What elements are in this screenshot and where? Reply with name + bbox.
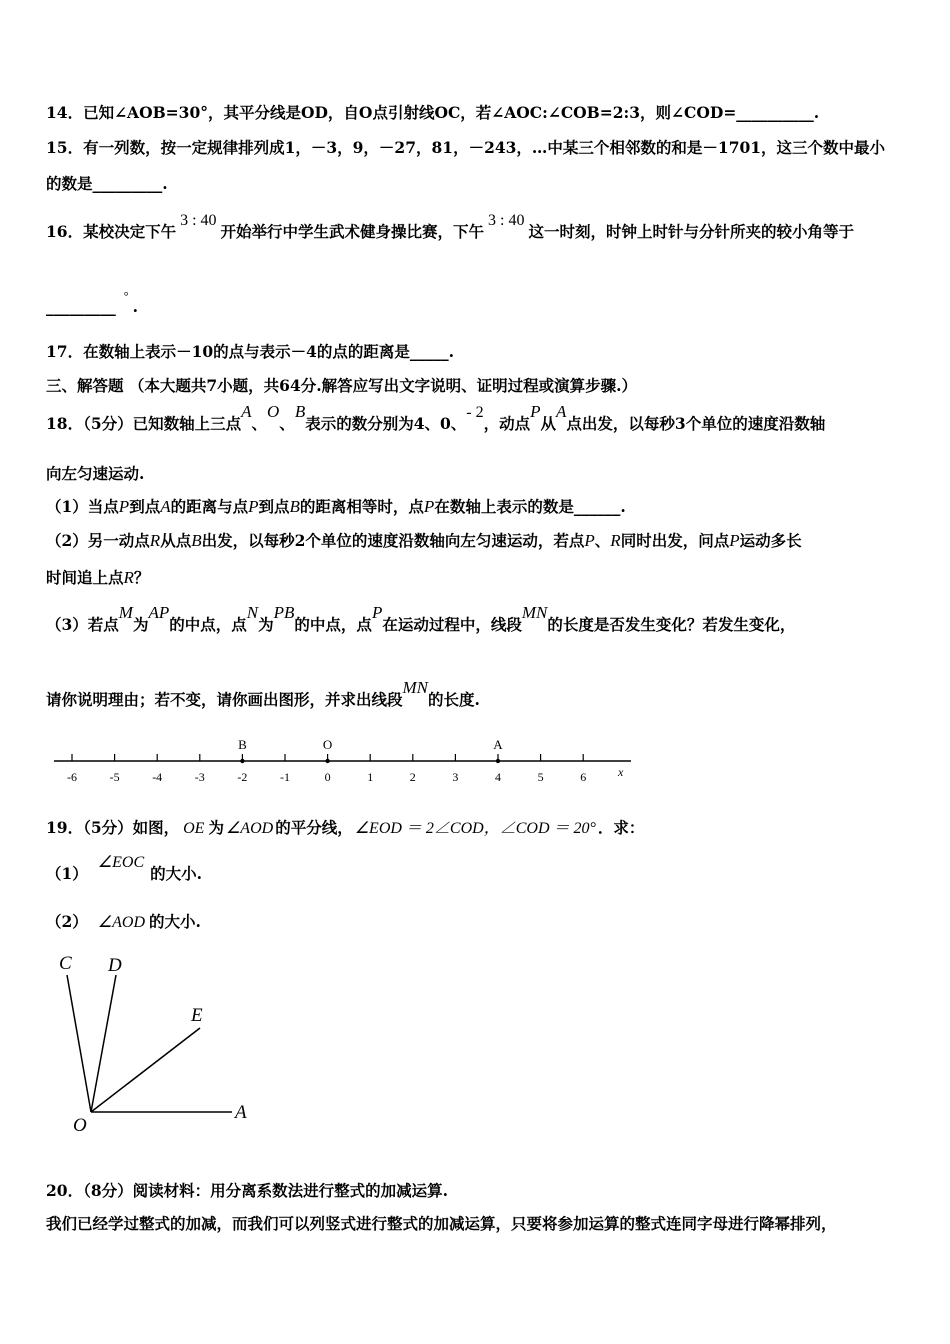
q18-s3-mn2: MN [402, 678, 429, 697]
q18-s3-d: 为 [258, 615, 274, 634]
q18-s2-b-pt: B [191, 531, 202, 550]
q16-degree: ° [123, 289, 129, 303]
number-line-tick-label: -6 [67, 770, 77, 784]
q16-line2 [46, 289, 138, 318]
number-line-tick-label: 1 [367, 770, 374, 784]
number-line-point-label-b: B [238, 737, 247, 752]
q19-a: 19．（5分）如图， [46, 818, 180, 837]
q19-b: 为 [208, 818, 224, 837]
q18-s2-p2: P [729, 531, 740, 550]
q18-s3-mn: MN [521, 603, 548, 622]
number-line-tick-label: 2 [409, 770, 416, 784]
q18-sep1: 、 [251, 414, 268, 433]
q18-sep2: 、 [279, 414, 295, 433]
number-line-point-o [325, 759, 329, 763]
q18-sub1 [46, 497, 626, 517]
number-line-tick-label: -4 [152, 770, 163, 784]
number-line-tick-label: -3 [194, 770, 205, 784]
q16-time-2: 3 : 40 [488, 212, 525, 229]
q16-part3: 这一时刻，时钟上时针与分针所夹的较小角等于 [528, 222, 855, 241]
q19-c: 的平分线， [275, 818, 353, 837]
q18-s2-c: 出发，以每秒2个单位的速度沿数轴向左匀速运动，若点 [201, 531, 585, 550]
ray-oe [91, 1028, 200, 1112]
ray-oc [67, 975, 91, 1112]
q18-s2-d: 、 [594, 531, 611, 550]
q18-neg2: - 2 [466, 404, 484, 421]
number-line-tick-label: 3 [452, 770, 459, 784]
q18-s3-g: 的长度是否发生变化？若发生变化， [547, 615, 796, 634]
q18-sub3-line2 [46, 678, 480, 710]
q18-s2-line2b: ？ [133, 568, 150, 587]
q19-sub2 [46, 912, 201, 933]
q18-s3-ap: AP [148, 603, 170, 622]
q18-s2-line2a: 时间追上点 [46, 568, 124, 587]
q19-d: ．求： [597, 818, 645, 837]
q14-line: 14．已知∠AOB=30°，其平分线是OD，自O点引射线OC，若∠AOC:∠COB=2:3，则∠COD=__________. [46, 103, 820, 122]
q19-condition: ∠EOD ＝ 2∠COD，∠COD ＝ 20° [354, 820, 596, 837]
q18-s1-b: 到点 [129, 497, 161, 516]
q18-sub2-line1 [46, 531, 802, 551]
q18-e: 点出发，以每秒3个单位的速度沿数轴 [566, 414, 826, 433]
label-d: D [108, 955, 122, 976]
q19-sub1 [46, 854, 203, 885]
q16-part1: 16．某校决定下午 [46, 222, 177, 241]
q18-s3-c: 的中点，点 [169, 615, 247, 634]
q16-time-1: 3 : 40 [180, 212, 217, 229]
q18-s2-r2: R [610, 531, 621, 550]
number-line-tick-label: 5 [537, 770, 544, 784]
number-line-axis-label: x [618, 765, 624, 779]
q17-line: 17．在数轴上表示－10的点与表示－4的点的距离是_____. [46, 342, 455, 361]
number-line-figure [46, 730, 646, 790]
q19-ang-aod: ∠AOD [225, 820, 274, 837]
q19-ang-aod2: ∠AOD [97, 914, 146, 931]
q18-s3-line2a: 请你说明理由；若不变，请你画出图形，并求出线段 [46, 690, 403, 709]
q18-d: 从 [540, 414, 557, 433]
q19-line1 [46, 818, 644, 839]
number-line-tick-label: -5 [109, 770, 120, 784]
section3-heading: 三、解答题 （本大题共7小题，共64分.解答应写出文字说明、证明过程或演算步骤.） [46, 376, 638, 395]
number-line-tick-label: -1 [280, 770, 290, 784]
number-line-point-label-a: A [493, 737, 503, 752]
q18-b: 表示的数分别为4、0、 [305, 414, 467, 433]
q18-s1-c: 的距离与点 [170, 497, 249, 516]
q18-s1-p2: P [248, 497, 259, 516]
number-line-tick-label: -2 [237, 770, 248, 784]
q18-pt-a: A [241, 402, 252, 421]
q18-s1-d: 到点 [258, 497, 290, 516]
number-line-point-label-o: O [322, 737, 333, 752]
q18-s3-a: （3）若点 [46, 615, 119, 634]
q18-s2-r3: R [123, 568, 134, 587]
q18-sub2-line2 [46, 568, 149, 588]
q19-s2a: （2） [46, 912, 88, 931]
number-line-tick-label: 0 [324, 770, 331, 784]
q18-s3-b: 为 [132, 615, 149, 634]
q18-s2-a: （2）另一动点 [46, 531, 150, 550]
q18-s2-f: 运动多长 [739, 531, 802, 550]
q18-s3-f: 在运动过程中，线段 [382, 615, 522, 634]
q20-line1: 20．（8分）阅读材料：用分离系数法进行整式的加减运算. [46, 1181, 449, 1200]
q16-end: . [132, 297, 138, 316]
q18-a: 18．（5分）已知数轴上三点 [46, 414, 242, 433]
q18-line2: 向左匀速运动. [46, 464, 145, 483]
q18-s1-a-pt: A [160, 497, 171, 516]
q19-ang-eoc: ∠EOC [97, 854, 145, 871]
q19-s1a: （1） [46, 864, 88, 883]
q18-pt-p: P [530, 402, 541, 421]
q18-sub3-line1 [46, 603, 796, 635]
number-line-tick-label: 6 [580, 770, 587, 784]
number-line-tick-label: 4 [495, 770, 501, 784]
q18-s2-p: P [584, 531, 595, 550]
q16-blank: _________ [46, 297, 116, 316]
q18-s2-r: R [149, 531, 161, 550]
q18-pt-a2: A [556, 402, 567, 421]
q18-pt-b: B [294, 402, 306, 421]
q18-c: ，动点 [483, 414, 531, 433]
q18-s1-b-pt: B [289, 497, 300, 516]
q16-part2: 开始举行中学生武术健身操比赛，下午 [220, 222, 485, 241]
label-a: A [235, 1102, 247, 1123]
q15-line1: 15．有一列数，按一定规律排列成1，－3，9，－27，81，－243，…中某三个相邻数的和是－1701，这三个数中最小 [46, 138, 886, 157]
q18-s3-e: 的中点，点 [294, 615, 372, 634]
q18-s2-e: 同时出发，问点 [620, 531, 730, 550]
q18-s1-p: P [118, 497, 130, 516]
q19-oe: OE [183, 820, 205, 837]
q19-s1b: 的大小. [150, 864, 203, 883]
q18-s1-f: 在数轴上表示的数是______. [434, 497, 626, 516]
q20-line2: 我们已经学过整式的加减，而我们可以列竖式进行整式的加减运算，只要将参加运算的整式连同字母进行降幂排列， [46, 1214, 837, 1233]
q18-s3-n: N [246, 603, 259, 622]
q18-s3-p: P [371, 603, 383, 622]
number-line-point-a [496, 759, 500, 763]
label-c: C [59, 953, 72, 974]
label-o: O [73, 1115, 87, 1136]
angle-figure [50, 945, 270, 1145]
q16-line1 [46, 212, 855, 243]
ray-od [91, 975, 116, 1112]
q18-s3-m: M [118, 603, 133, 622]
label-e: E [191, 1005, 203, 1026]
q18-s1-a: （1）当点 [46, 497, 119, 516]
q18-s1-p3: P [423, 497, 435, 516]
q19-s2b: 的大小. [149, 912, 201, 931]
q18-pt-o: O [267, 402, 280, 421]
number-line-point-b [240, 759, 244, 763]
q18-line1 [46, 402, 826, 435]
q18-s3-pb: PB [273, 603, 295, 622]
q18-s1-e: 的距离相等时，点 [299, 497, 424, 516]
q18-s2-b: 从点 [160, 531, 192, 550]
q18-s3-line2b: 的长度. [428, 690, 480, 709]
q15-line2: 的数是_________. [46, 174, 168, 193]
